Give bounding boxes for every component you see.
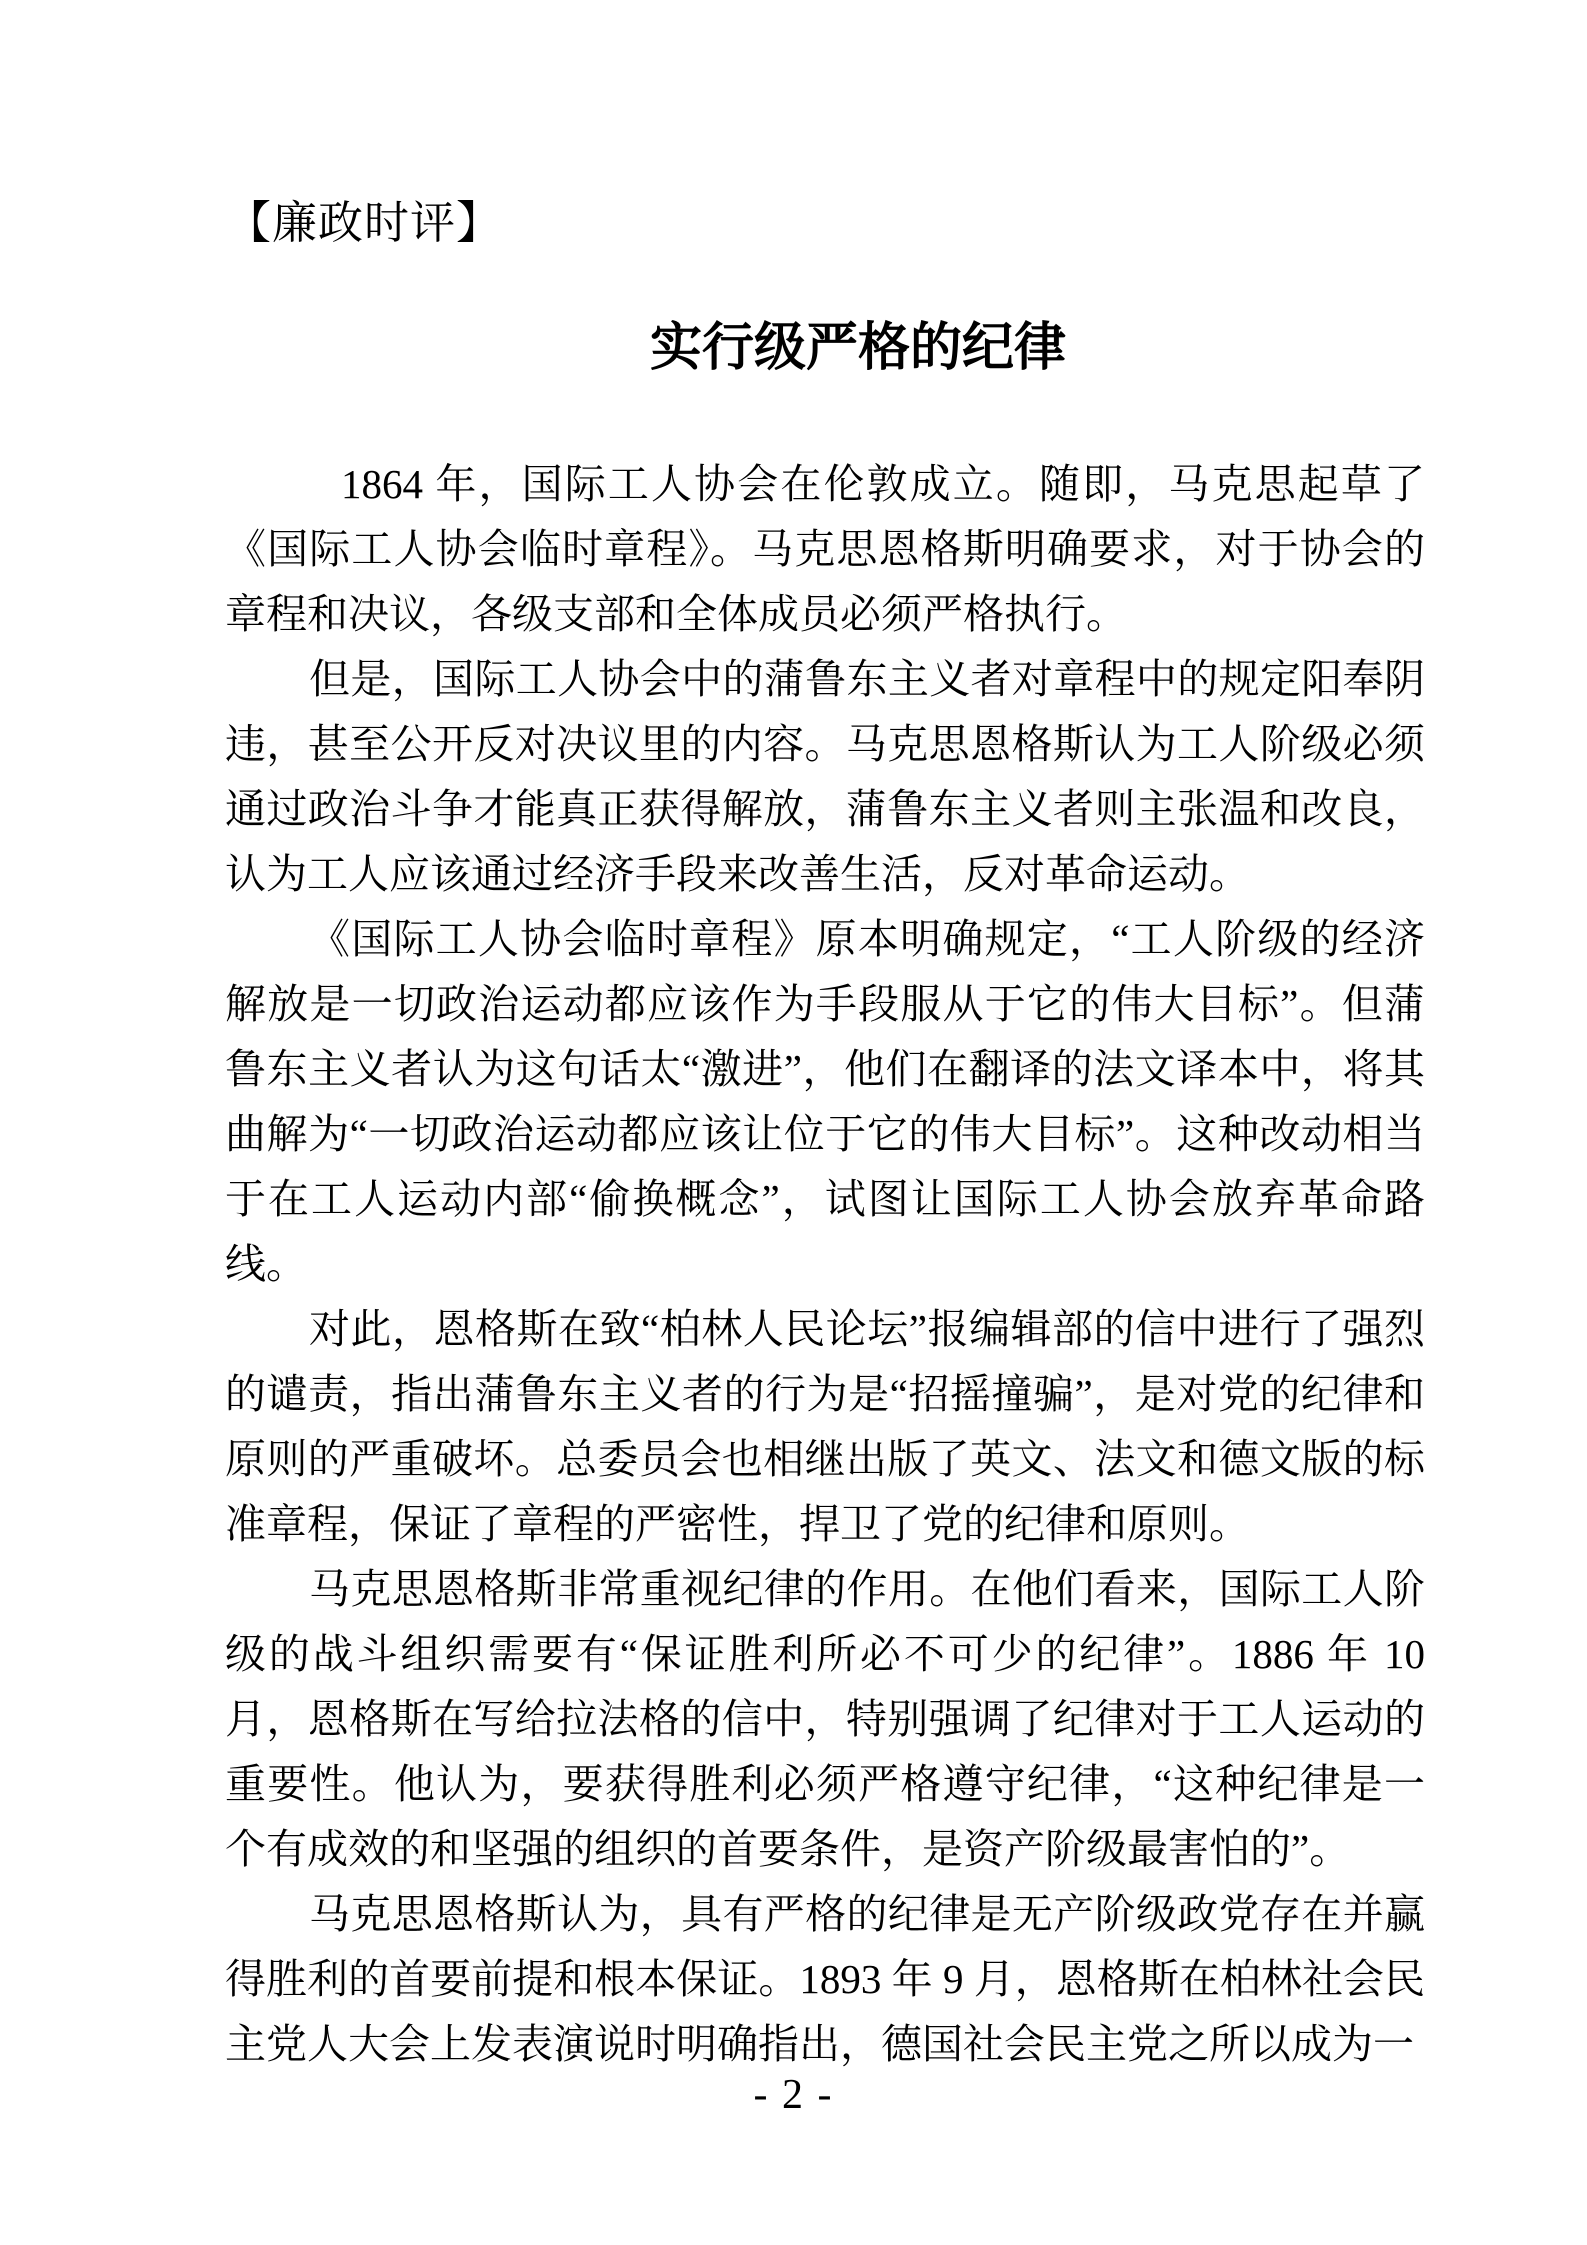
body-paragraph: 《国际工人协会临时章程》原本明确规定，“工人阶级的经济解放是一切政治运动都应该作为手段服从于它的伟大目标”。但蒲鲁东主义者认为这句话太“激进”，他们在翻译的法文译本中，将其曲解为“一切政治运动都应该让位于它的伟大目标”。这种改动相当于在工人运动内部“偷换概念”，试图让国际工人协会放弃革命路线。 [225,916,1425,1287]
document-body [225,452,1425,2077]
body-paragraph: 马克思恩格斯认为，具有严格的纪律是无产阶级政党存在并赢得胜利的首要前提和根本保证。1893 年 9 月，恩格斯在柏林社会民主党人大会上发表演说时明确指出，德国社会民主党之所以成为一 [225,1891,1425,2067]
page-title: 实行级严格的纪律 [649,320,1066,377]
body-paragraph: 1864 年，国际工人协会在伦敦成立。随即，马克思起草了《国际工人协会临时章程》。马克思恩格斯明确要求，对于协会的章程和决议，各级支部和全体成员必须严格执行。 [225,461,1425,637]
category-tag: 【廉政时评】 [226,198,503,248]
body-paragraph: 对此，恩格斯在致“柏林人民论坛”报编辑部的信中进行了强烈的谴责，指出蒲鲁东主义者的行为是“招摇撞骗”，是对党的纪律和原则的严重破坏。总委员会也相继出版了英文、法文和德文版的标准章程，保证了章程的严密性，捍卫了党的纪律和原则。 [225,1306,1425,1547]
body-paragraph: 但是，国际工人协会中的蒲鲁东主义者对章程中的规定阳奉阴违，甚至公开反对决议里的内容。马克思恩格斯认为工人阶级必须通过政治斗争才能真正获得解放，蒲鲁东主义者则主张温和改良，认为工人应该通过经济手段来改善生活，反对革命运动。 [225,656,1425,897]
body-paragraph: 马克思恩格斯非常重视纪律的作用。在他们看来，国际工人阶级的战斗组织需要有“保证胜利所必不可少的纪律”。1886 年 10 月，恩格斯在写给拉法格的信中，特别强调了纪律对于工人运动的重要性。他认为，要获得胜利必须严格遵守纪律，“这种纪律是一个有成效的和坚强的组织的首要条件，是资产阶级最害怕的”。 [225,1566,1425,1872]
page-number: - 2 - [753,2072,834,2118]
